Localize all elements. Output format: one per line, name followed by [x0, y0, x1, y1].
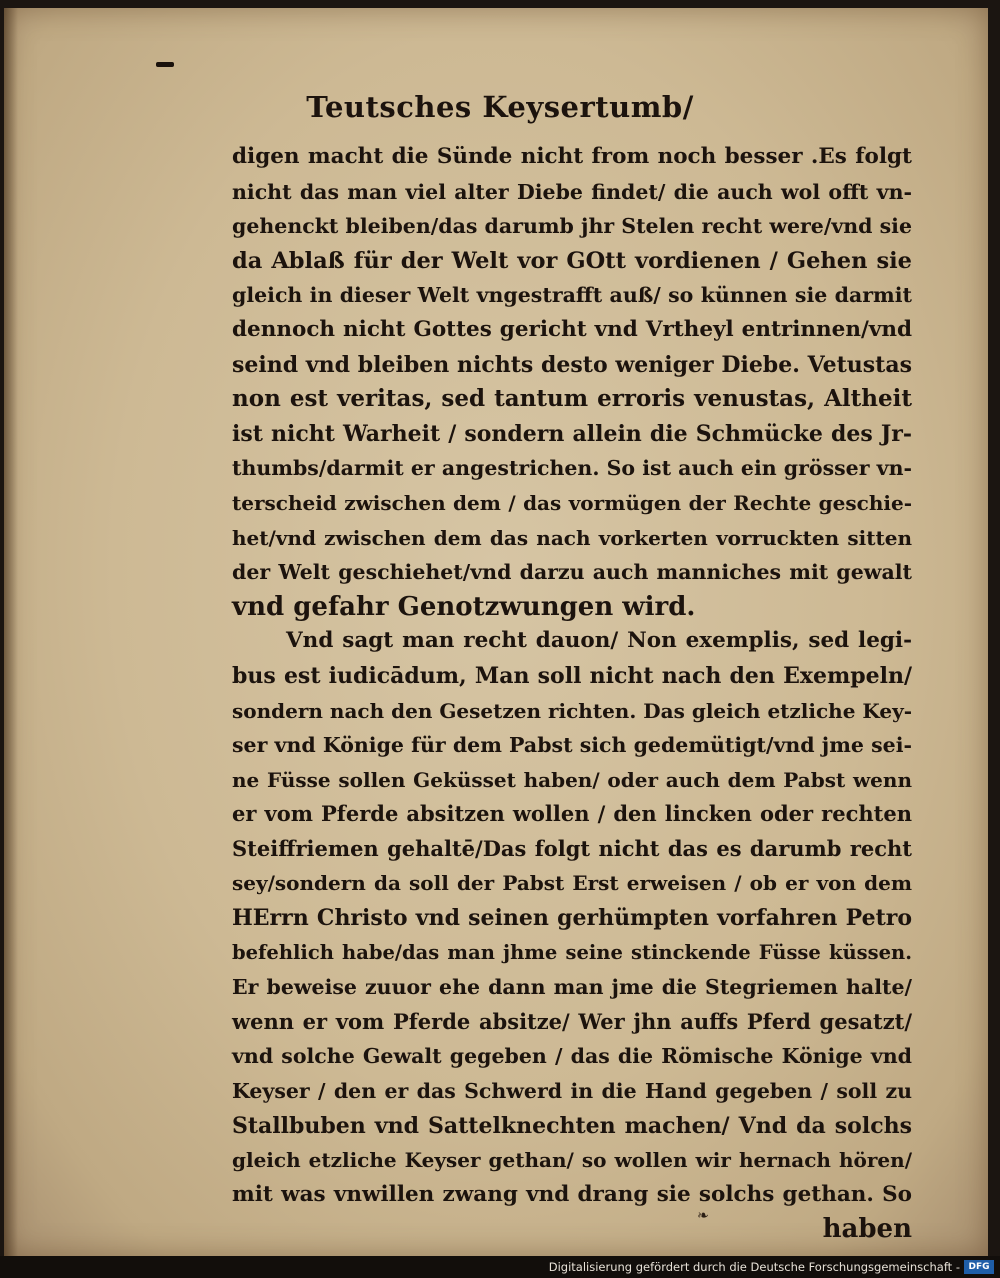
text-line: nicht das man viel alter Diebe findet/ die auch wol offt vn- — [232, 179, 912, 204]
text-line: ser vnd Könige für dem Pabst sich gedemütigt/vnd jme sei- — [232, 733, 912, 758]
text-line: thumbs/darmit er angestrichen. So ist auch ein grösser vn- — [232, 456, 912, 481]
text-line: vnd gefahr Genotzwungen wird. — [232, 591, 696, 622]
text-line: digen macht die Sünde nicht from noch besser .Es folgt — [232, 144, 912, 169]
text-line: der Welt geschiehet/vnd darzu auch manniches mit gewalt — [232, 560, 912, 585]
text-line: terscheid zwischen dem / das vormügen der Rechte geschie- — [232, 490, 912, 515]
text-line: sondern nach den Gesetzen richten. Das gleich etzliche Key- — [232, 698, 912, 723]
text-line: ist nicht Warheit / sondern allein die Schmücke des Jr- — [232, 420, 912, 447]
text-line: Stallbuben vnd Sattelknechten machen/ Vnd da solchs — [232, 1112, 912, 1139]
text-line: vnd solche Gewalt gegeben / das die Römische Könige vnd — [232, 1044, 912, 1069]
text-line: dennoch nicht Gottes gericht vnd Vrtheyl entrinnen/vnd — [232, 316, 912, 342]
text-line: sey/sondern da soll der Pabst Erst erweisen / ob er von dem — [232, 871, 912, 896]
text-line: Vnd sagt man recht dauon/ Non exemplis, sed legi- — [286, 628, 912, 654]
dfg-logo-icon: DFG — [964, 1260, 994, 1274]
page-gutter-shadow — [4, 8, 18, 1256]
text-line: da Ablaß für der Welt vor GOtt vordienen / Gehen sie — [232, 247, 912, 274]
funding-credit-text: Digitalisierung gefördert durch die Deutsche Forschungsgemeinschaft - — [548, 1260, 960, 1274]
funding-credit-bar — [0, 1256, 1000, 1278]
text-line: er vom Pferde absitzen wollen / den lincken oder rechten — [232, 801, 912, 827]
running-head: Teutsches Keysertumb/ — [306, 90, 694, 124]
text-line: gleich etzliche Keyser gethan/ so wollen wir hernach hören/ — [232, 1148, 912, 1173]
body-text — [232, 140, 912, 1247]
text-line: Steiffriemen gehaltē/Das folgt nicht das es darumb recht — [232, 835, 912, 861]
text-line: het/vnd zwischen dem das nach vorkerten vorruckten sitten — [232, 525, 912, 550]
text-line: Er beweise zuuor ehe dann man jme die Stegriemen halte/ — [232, 975, 912, 1000]
ink-mark — [156, 62, 174, 67]
text-line: ne Füsse sollen Geküsset haben/ oder auch dem Pabst wenn — [232, 767, 912, 792]
text-line: wenn er vom Pferde absitze/ Wer jhn auffs Pferd gesatzt/ — [232, 1008, 912, 1034]
text-line: seind vnd bleiben nichts desto weniger Diebe. Vetustas — [232, 351, 912, 378]
text-line: bus est iudicādum, Man soll nicht nach den Exempeln/ — [232, 662, 912, 689]
text-line: befehlich habe/das man jhme seine stinckende Füsse küssen. — [232, 940, 912, 964]
text-line: gleich in dieser Welt vngestrafft auß/ so künnen sie darmit — [232, 283, 912, 308]
text-line: non est veritas, sed tantum erroris venustas, Altheit — [232, 385, 912, 413]
ornament-mark: ❧ — [697, 1208, 709, 1224]
catchword: haben — [822, 1214, 912, 1245]
text-line: HErrn Christo vnd seinen gerhümpten vorfahren Petro — [232, 905, 912, 932]
text-line: Keyser / den er das Schwerd in die Hand gegeben / soll zu — [232, 1079, 912, 1104]
text-line: mit was vnwillen zwang vnd drang sie solchs gethan. So — [232, 1181, 912, 1207]
text-line: gehenckt bleiben/das darumb jhr Stelen recht were/vnd sie — [232, 214, 912, 239]
